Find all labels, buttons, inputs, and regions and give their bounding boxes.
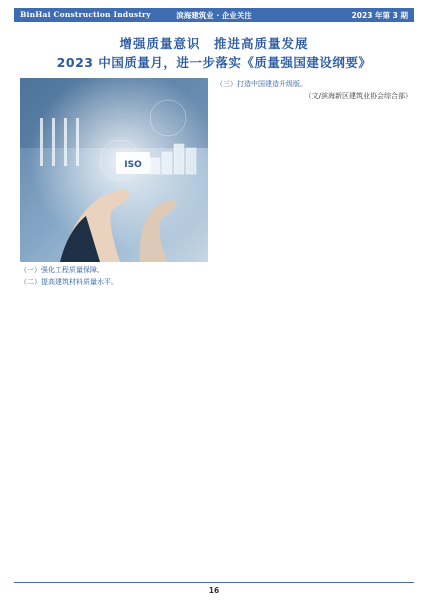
quality-concept-illustration [20,78,208,262]
section-heading: （一）强化工程质量保障。 [20,266,104,274]
paragraph [20,264,212,276]
paragraph [216,78,412,90]
section-heading: （三）打造中国建造升级版。 [216,80,307,88]
article-kicker: 增强质量意识 推进高质量发展 [119,36,309,51]
article-title: 2023 中国质量月，进一步落实《质量强国建设纲要》 [56,55,372,70]
page-header [0,0,428,30]
section-heading: （二）提高建筑材料质量水平。 [20,278,118,287]
svg-text:ISO: ISO [124,160,142,170]
paragraph [20,276,212,288]
right-column [216,78,412,102]
journal-name: BinHai Construction Industry [20,10,151,19]
page-number: 16 [208,586,220,595]
signature: （文/滨海新区建筑业协会综合部） [304,92,412,101]
article-photo [20,78,208,262]
left-column [20,264,212,288]
issue-label: 2023 年第 3 期 [351,11,408,20]
footer-rule [14,582,414,583]
section-name: 滨海建筑业 · 企业关注 [176,11,252,20]
